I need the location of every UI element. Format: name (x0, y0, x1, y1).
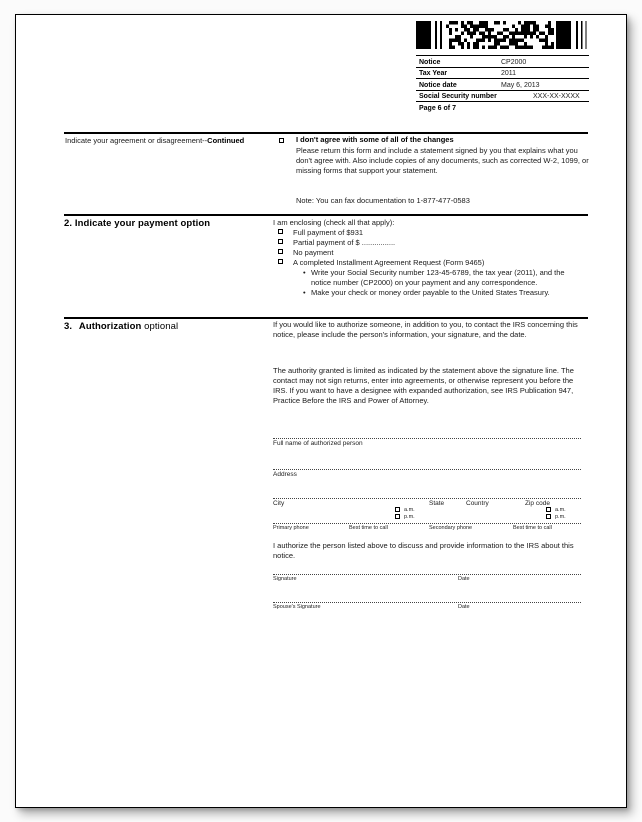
agreement-label-continued: Continued (207, 136, 245, 145)
agreement-label-text: Indicate your agreement or disagreement-- (65, 136, 208, 145)
spouse-signature-label: Spouse's Signature (273, 604, 321, 610)
signature-label: Signature (273, 576, 297, 582)
ssn-value: XXX-XX-XXXX (533, 93, 580, 100)
section-divider (64, 132, 588, 134)
table-row (416, 90, 589, 102)
city-label: City (273, 500, 285, 507)
zip-code-label: Zip code (525, 500, 550, 507)
city-state-field[interactable] (273, 498, 581, 499)
phone-field[interactable] (273, 523, 581, 524)
disagree-option-body: Please return this form and include a statement signed by you that explains what you don't agree with. Also include copies of any documents, such as corrected W-2, 1099, or missing forms that support your statement. (296, 146, 589, 175)
table-row (416, 55, 589, 67)
notice-date-label: Notice date (419, 81, 457, 89)
partial-payment-checkbox[interactable] (278, 239, 283, 244)
payment-bullet-text: Write your Social Security number 123-45-6789, the tax year (2011), and the notice number (CP2000) on your payment and any correspondence. (311, 268, 565, 287)
pm-checkbox-1[interactable] (395, 514, 400, 519)
notice-label: Notice (419, 58, 441, 66)
full-payment-label: Full payment of $931 (293, 228, 364, 237)
am-label-1: a.m. (404, 507, 415, 513)
secondary-phone-label: Secondary phone (429, 525, 473, 531)
payment-option-row (273, 248, 583, 257)
payment-option-row (273, 228, 583, 237)
am-checkbox-1[interactable] (395, 507, 400, 512)
barcode-svg (416, 21, 589, 49)
section-divider (64, 214, 588, 216)
bullet-icon: • (303, 268, 306, 277)
am-label-2: a.m. (555, 507, 566, 513)
payment-section-heading: 2. Indicate your payment option (64, 218, 211, 229)
spouse-signature-field[interactable] (273, 602, 581, 603)
page-number: Page 6 of 7 (419, 104, 456, 112)
bullet-icon: • (303, 288, 306, 297)
heading-title: Authorization (78, 321, 142, 332)
section-divider (64, 317, 588, 319)
form-page (15, 14, 627, 808)
address-field[interactable] (273, 469, 581, 470)
pm-checkbox-2[interactable] (546, 514, 551, 519)
heading-number: 3. (64, 321, 73, 332)
payment-intro: I am enclosing (check all that apply): (273, 218, 395, 227)
payment-option-row (273, 238, 583, 247)
pm-label-2: p.m. (555, 514, 566, 520)
table-row (416, 78, 589, 90)
full-name-label: Full name of authorized person (273, 440, 363, 447)
notice-info-table (416, 55, 589, 113)
payment-option-row (273, 258, 583, 267)
best-time-label-1: Best time to call (349, 525, 388, 531)
payment-bullet-text: Make your check or money order payable to the United States Treasury. (311, 288, 550, 297)
spouse-date-label: Date (458, 604, 470, 610)
signature-field[interactable] (273, 574, 581, 575)
authorization-intro: If you would like to authorize someone, in addition to you, to contact the IRS concerning this notice, please include the person's information, your signature, and the date. (273, 320, 578, 339)
notice-date-value: May 6, 2013 (501, 81, 540, 89)
primary-phone-label: Primary phone (273, 525, 309, 531)
no-payment-label: No payment (293, 248, 334, 257)
table-row (416, 101, 589, 113)
no-payment-checkbox[interactable] (278, 249, 283, 254)
authorize-statement: I authorize the person listed above to discuss and provide information to the IRS about this notice. (273, 541, 574, 560)
tax-year-value: 2011 (501, 70, 517, 77)
pm-label-1: p.m. (404, 514, 415, 520)
agreement-section-label (65, 136, 283, 146)
fax-note: Note: You can fax documentation to 1-877-477-0583 (296, 196, 470, 205)
payment-bullet (303, 268, 585, 288)
payment-bullet (303, 288, 585, 298)
country-label: Country (466, 500, 489, 507)
full-name-field[interactable] (273, 438, 581, 439)
am-checkbox-2[interactable] (546, 507, 551, 512)
table-row (416, 67, 589, 79)
authorization-limits: The authority granted is limited as indicated by the statement above the signature line. The contact may not sign returns, enter into agreements, or otherwise represent you before the IRS. If you want to have a designee with expanded authorization, see IRS Publication 947, Practice Before the IRS and Power of Attorney. (273, 366, 574, 405)
heading-qualifier: optional (144, 321, 179, 332)
full-payment-checkbox[interactable] (278, 229, 283, 234)
authorization-section-heading (64, 321, 178, 332)
partial-payment-label: Partial payment of $ ................ (293, 238, 396, 247)
disagree-checkbox[interactable] (279, 138, 284, 143)
disagree-option-title: I don't agree with some of all of the changes (296, 135, 454, 144)
signature-date-label: Date (458, 576, 470, 582)
installment-agreement-label: A completed Installment Agreement Request (Form 9465) (293, 258, 485, 267)
ssn-label: Social Security number (419, 93, 497, 100)
tax-year-label: Tax Year (419, 70, 448, 77)
address-label: Address (273, 471, 297, 478)
installment-agreement-checkbox[interactable] (278, 259, 283, 264)
best-time-label-2: Best time to call (513, 525, 552, 531)
barcode (416, 21, 589, 49)
notice-value: CP2000 (501, 58, 527, 66)
state-label: State (429, 500, 445, 507)
